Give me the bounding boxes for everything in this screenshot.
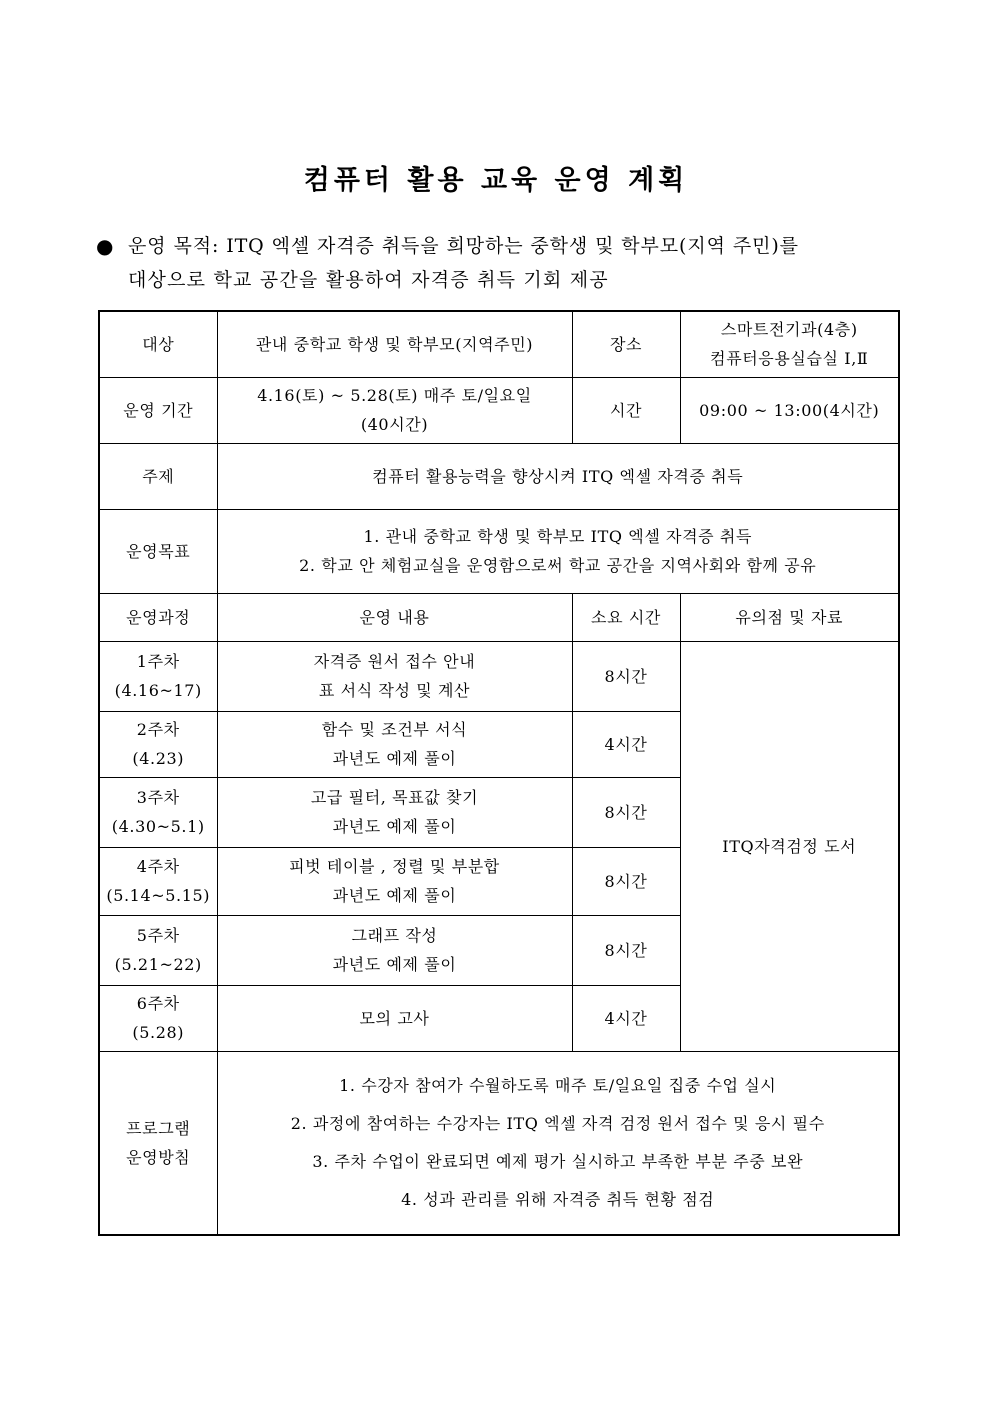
- week-cell: [99, 985, 217, 1051]
- place-line-1: 스마트전기과(4층): [720, 320, 858, 340]
- content-line: 표 서식 작성 및 계산: [318, 681, 471, 700]
- content-cell: [217, 915, 572, 985]
- policy-item: 2. 과정에 참여하는 수강자는 ITQ 엑셀 자격 검정 원서 접수 및 응시 필수: [290, 1113, 825, 1133]
- week-dates: (5.21~22): [114, 955, 202, 974]
- hours-cell: 8시간: [572, 777, 680, 847]
- content-line: 과년도 예제 풀이: [332, 886, 457, 905]
- week-label: 4주차: [136, 857, 180, 876]
- topic-label: 주제: [99, 443, 217, 509]
- week-label: 2주차: [136, 720, 180, 739]
- goal-label: 운영목표: [99, 509, 217, 593]
- week-dates: (4.30~5.1): [111, 817, 205, 836]
- place-value: [680, 311, 899, 377]
- week-cell: [99, 847, 217, 915]
- content-line: 자격증 원서 접수 안내: [313, 652, 476, 671]
- period-value: [217, 377, 572, 443]
- page-title: 컴퓨터 활용 교육 운영 계획: [303, 165, 689, 196]
- table-row: [99, 641, 899, 711]
- content-cell: [217, 777, 572, 847]
- period-line-2: (40시간): [360, 415, 429, 434]
- purpose-line-2: 대상으로 학교 공간을 활용하여 자격증 취득 기회 제공: [128, 269, 609, 291]
- content-line: 모의 고사: [359, 1008, 430, 1028]
- materials-cell: ITQ자격검정 도서: [680, 641, 899, 1051]
- content-line: 고급 필터, 목표값 찾기: [310, 788, 479, 807]
- target-value: 관내 중학교 학생 및 학부모(지역주민): [217, 311, 572, 377]
- period-line-1: 4.16(토) ~ 5.28(토) 매주 토/일요일: [257, 386, 532, 405]
- row-target: [99, 311, 899, 377]
- goal-list: [217, 509, 899, 593]
- content-cell: [217, 985, 572, 1051]
- place-label: 장소: [572, 311, 680, 377]
- content-line: 피벗 테이블 , 정렬 및 부분합: [289, 857, 500, 876]
- week-cell: [99, 777, 217, 847]
- policy-item: 1. 수강자 참여가 수월하도록 매주 토/일요일 집중 수업 실시: [339, 1075, 777, 1095]
- policy-label-line: 프로그램: [126, 1118, 191, 1138]
- hours-cell: 8시간: [572, 915, 680, 985]
- row-period: [99, 377, 899, 443]
- header-content: 운영 내용: [217, 593, 572, 641]
- week-cell: [99, 711, 217, 777]
- week-dates: (4.23): [132, 749, 185, 768]
- row-goals: [99, 509, 899, 593]
- week-dates: (5.28): [132, 1023, 185, 1042]
- hours-cell: 8시간: [572, 847, 680, 915]
- goal-item: 1. 관내 중학교 학생 및 학부모 ITQ 엑셀 자격증 취득: [363, 527, 753, 546]
- schedule-header-row: [99, 593, 899, 641]
- content-line: 과년도 예제 풀이: [332, 955, 457, 974]
- policy-label-line: 운영방침: [126, 1147, 191, 1167]
- hours-cell: 4시간: [572, 985, 680, 1051]
- content-cell: [217, 711, 572, 777]
- week-cell: [99, 915, 217, 985]
- week-label: 3주차: [136, 788, 180, 807]
- week-label: 6주차: [136, 994, 180, 1013]
- row-topic: [99, 443, 899, 509]
- week-cell: [99, 641, 217, 711]
- content-line: 그래프 작성: [351, 926, 438, 945]
- plan-table: [98, 310, 900, 1236]
- content-line: 과년도 예제 풀이: [332, 817, 457, 836]
- row-policy: [99, 1051, 899, 1235]
- topic-value: 컴퓨터 활용능력을 향상시켜 ITQ 엑셀 자격증 취득: [217, 443, 899, 509]
- content-cell: [217, 641, 572, 711]
- target-label: 대상: [99, 311, 217, 377]
- header-course: 운영과정: [99, 593, 217, 641]
- policy-item: 3. 주차 수업이 완료되면 예제 평가 실시하고 부족한 부분 주중 보완: [312, 1151, 804, 1171]
- policy-label: [99, 1051, 217, 1235]
- hours-cell: 8시간: [572, 641, 680, 711]
- week-dates: (4.16~17): [114, 681, 202, 700]
- policy-item: 4. 성과 관리를 위해 자격증 취득 현황 점검: [401, 1189, 715, 1209]
- week-dates: (5.14~5.15): [106, 886, 211, 905]
- period-label: 운영 기간: [99, 377, 217, 443]
- content-line: 과년도 예제 풀이: [332, 749, 457, 768]
- bullet-icon: ●: [96, 234, 114, 258]
- time-label: 시간: [572, 377, 680, 443]
- header-notes: 유의점 및 자료: [680, 593, 899, 641]
- policy-list: [217, 1051, 899, 1235]
- hours-cell: 4시간: [572, 711, 680, 777]
- header-hours: 소요 시간: [572, 593, 680, 641]
- purpose-line-1: 운영 목적: ITQ 엑셀 자격증 취득을 희망하는 중학생 및 학부모(지역 주민)를: [128, 235, 799, 257]
- week-label: 1주차: [136, 652, 180, 671]
- time-value: 09:00 ~ 13:00(4시간): [680, 377, 899, 443]
- week-label: 5주차: [136, 926, 180, 945]
- goal-item: 2. 학교 안 체험교실을 운영함으로써 학교 공간을 지역사회와 함께 공유: [299, 556, 817, 575]
- place-line-2: 컴퓨터응용실습실 Ⅰ,Ⅱ: [710, 349, 869, 369]
- content-line: 함수 및 조건부 서식: [321, 720, 468, 739]
- content-cell: [217, 847, 572, 915]
